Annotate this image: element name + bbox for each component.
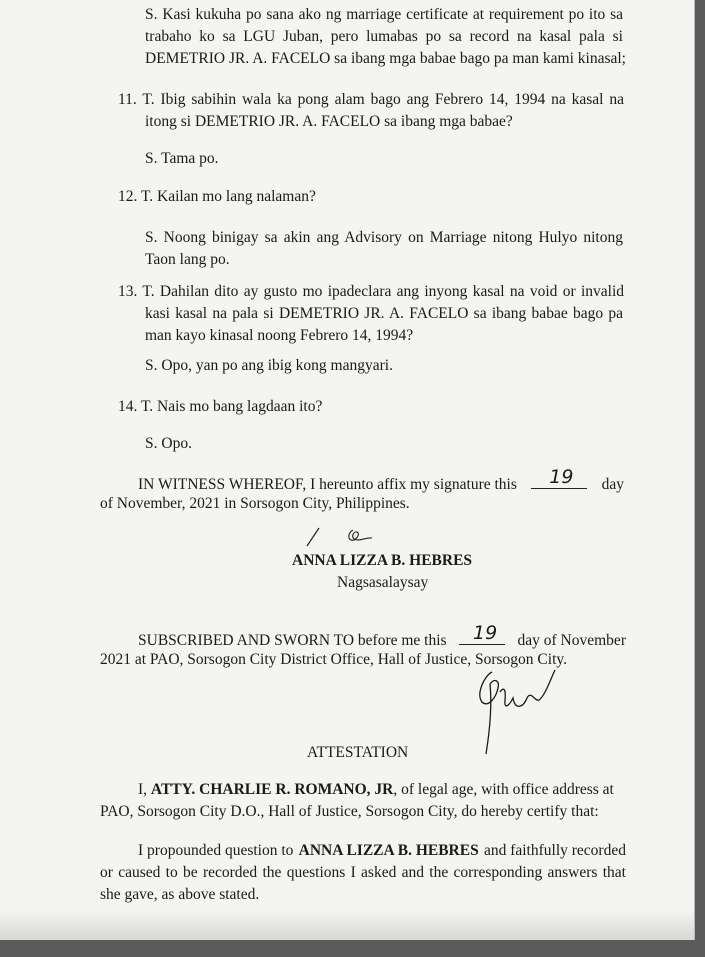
answer-line: Taon lang po. bbox=[145, 251, 230, 268]
question-line: kasi kasal na pala si DEMETRIO JR. A. FACELO sa ibang babae bago pa bbox=[145, 305, 623, 322]
answer-line: trabaho ko sa LGU Juban, pero lumabas po sa record na kasal pala si bbox=[145, 28, 623, 45]
witness-day: 19 bbox=[549, 466, 574, 488]
affiant-role: Nagsasalaysay bbox=[337, 574, 429, 591]
subscribed-line-1 bbox=[138, 622, 626, 651]
subscribed-day: 19 bbox=[473, 622, 498, 644]
answer-line: DEMETRIO JR. A. FACELO sa ibang mga babae bago pa man kami kinasal; bbox=[145, 50, 626, 67]
affiant-name-inline: ANNA LIZZA B. HEBRES bbox=[298, 842, 479, 859]
question-line: 13. T. Dahilan dito ay gusto mo ipadeclara ang inyong kasal na void or invalid bbox=[118, 283, 624, 300]
attestation-p2-line1 bbox=[138, 840, 626, 861]
attestation-p1-line1 bbox=[138, 779, 626, 800]
answer-line: S. Noong binigay sa akin ang Advisory on Marriage nitong Hulyo nitong bbox=[145, 229, 623, 246]
subscribed-day-blank bbox=[459, 622, 505, 645]
officer-signature bbox=[462, 662, 582, 762]
attestation-text: , of legal age, with office address at bbox=[393, 781, 614, 798]
attestation-text: I, bbox=[138, 781, 148, 798]
subscribed-text-day: day of November bbox=[517, 632, 626, 649]
witness-line-1 bbox=[138, 466, 624, 495]
answer-line: S. Kasi kukuha po sana ako ng marriage certificate at requirement po ito sa bbox=[145, 6, 623, 23]
affiant-name: ANNA LIZZA B. HEBRES bbox=[292, 552, 473, 569]
attestation-heading: ATTESTATION bbox=[307, 744, 409, 761]
subscribed-text: SUBSCRIBED AND SWORN TO before me this bbox=[138, 632, 447, 649]
attestation-p2-line2: or caused to be recorded the questions I asked and the corresponding answers that bbox=[100, 864, 626, 881]
question-line: 11. T. Ibig sabihin wala ka pong alam bago ang Febrero 14, 1994 na kasal na bbox=[118, 91, 624, 108]
answer-line: S. Opo, yan po ang ibig kong mangyari. bbox=[145, 357, 393, 374]
question-line: man kayo kinasal noong Febrero 14, 1994? bbox=[145, 327, 414, 344]
subscribed-line-2: 2021 at PAO, Sorsogon City District Office, Hall of Justice, Sorsogon City. bbox=[100, 651, 567, 668]
witness-line-2: of November, 2021 in Sorsogon City, Philippines. bbox=[100, 495, 410, 512]
attestation-p1-line2: PAO, Sorsogon City D.O., Hall of Justice, Sorsogon City, do hereby certify that: bbox=[100, 803, 599, 820]
question-line: 14. T. Nais mo bang lagdaan ito? bbox=[118, 398, 323, 415]
attestation-text: and faithfully recorded bbox=[483, 842, 626, 859]
question-line: 12. T. Kailan mo lang nalaman? bbox=[118, 188, 316, 205]
answer-line: S. Opo. bbox=[145, 435, 192, 452]
witness-day-blank bbox=[531, 466, 587, 489]
attorney-name: ATTY. CHARLIE R. ROMANO, JR bbox=[150, 781, 394, 798]
witness-text-day: day bbox=[601, 476, 624, 493]
answer-line: S. Tama po. bbox=[145, 150, 219, 167]
attestation-text: I propounded question to bbox=[138, 842, 294, 859]
witness-text: IN WITNESS WHEREOF, I hereunto affix my signature this bbox=[138, 476, 517, 493]
attestation-p2-line3: she gave, as above stated. bbox=[100, 886, 260, 903]
question-line: itong si DEMETRIO JR. A. FACELO sa ibang mga babae? bbox=[145, 113, 513, 130]
